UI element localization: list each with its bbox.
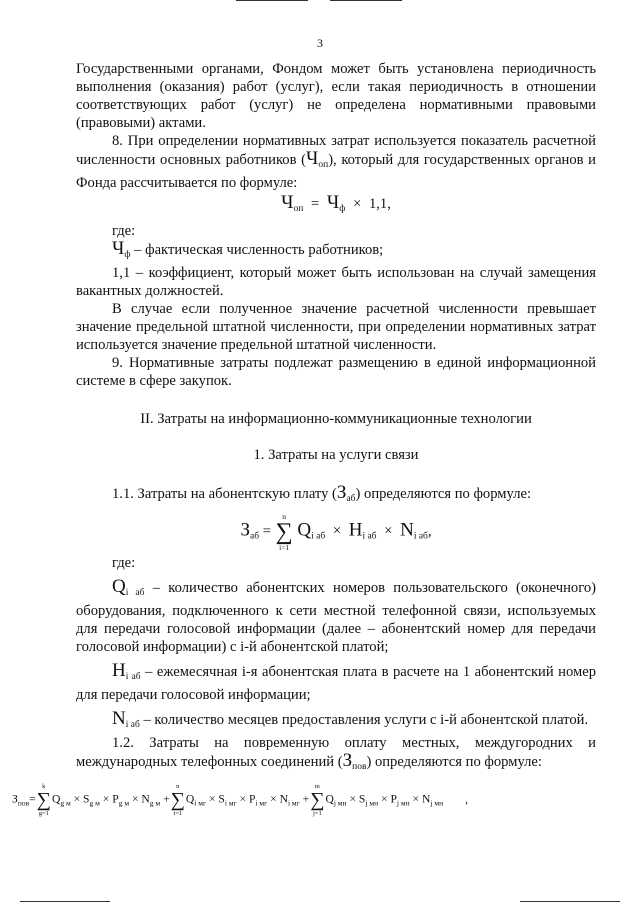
page-number: 3 [317, 36, 323, 50]
top-rule-right [330, 0, 402, 1]
paragraph-1-2: 1.2. Затраты на повременную оплату местных, междугородних и международных телефонных соединений $(З_{пов})$ определяются по формуле: [76, 735, 596, 772]
paragraph-9: 9. Нормативные затраты подлежат размещению в единой информационной системе в сфере закупок. [76, 355, 596, 389]
document-body [12, 60, 596, 818]
formula-z-pov: $З_{пов}=$ k ∑ g=1 $Q_{g м} \times S_{g м} \times P_{g м} \times N_{g м}$ + n ∑ i=1 $Q_{i мг} \times S_{i мг} \times P_{i мг} \times N_{i мг}$ + m ∑ j=1 $Q_{j мн} \times S_{j мн} \times P_{j мн} \times N_{j мн}$ , [12, 783, 468, 817]
where-label-1: где: [112, 223, 136, 239]
section-title: II. Затраты на информационно-коммуникационные технологии [140, 411, 532, 427]
subsection-title: 1. Затраты на услуги связи [253, 447, 419, 463]
bottom-rule-left [20, 901, 110, 902]
sum-symbol-local: k ∑ g=1 [36, 783, 51, 817]
sum-symbol-intercity: n ∑ i=1 [170, 783, 185, 817]
definition-q-ab: $Q_{i аб}$ – количество абонентских номеров пользовательского (оконечного) оборудования, подключенного к сети местной телефонной связи, используемых для передачи голосовой информации (далее – абонентский номер для передачи голосовой информации) с i-й абонентской платой; [76, 576, 596, 655]
formula-ch-op: $Ч_{оп} = Ч_ф \times 1,1$, [281, 192, 391, 214]
top-rule-left [236, 0, 308, 1]
definition-n-ab: $N_{i аб}$ – количество месяцев предоставления услуги с i-й абонентской платой. [112, 708, 589, 730]
definition-h-ab: $H_{i аб}$ – ежемесячная i-я абонентская плата в расчете на 1 абонентский номер для передачи голосовой информации; [76, 660, 596, 703]
where-label-2: где: [112, 555, 136, 571]
formula-z-ab: $З_{аб}$ = n ∑ i=1 $Q_{i аб} \times H_{i аб} \times N_{i аб}$, [240, 512, 432, 552]
paragraph-8: 8. При определении нормативных затрат используется показатель расчетной численности основных работников $(Ч_{оп})$, который для государственных органов и Фонда рассчитывается по формуле: [76, 133, 596, 191]
sum-symbol: n ∑ i=1 [275, 512, 293, 552]
paragraph-1-1: 1.1. Затраты на абонентскую плату $(З_{аб})$ определяются по формуле: [112, 482, 532, 504]
paragraph-1: Государственными органами, Фондом может быть установлена периодичность выполнения (оказания) работ (услуг), если такая периодичность в отношении соответствующих работ (услуг) не определена нормативными правовыми (правовыми) актами. [76, 61, 596, 131]
sum-symbol-international: m ∑ j=1 [310, 783, 325, 817]
definition-coefficient: 1,1 – коэффициент, который может быть использован на случай замещения вакантных должностей. [76, 265, 596, 299]
bottom-rule-right [520, 901, 620, 902]
definition-ch-f: $Ч_ф$ – фактическая численность работников; [112, 238, 384, 260]
paragraph-limit: В случае если полученное значение расчетной численности превышает значение предельной штатной численности, при определении нормативных затрат используется значение предельной штатной численности. [76, 301, 596, 353]
